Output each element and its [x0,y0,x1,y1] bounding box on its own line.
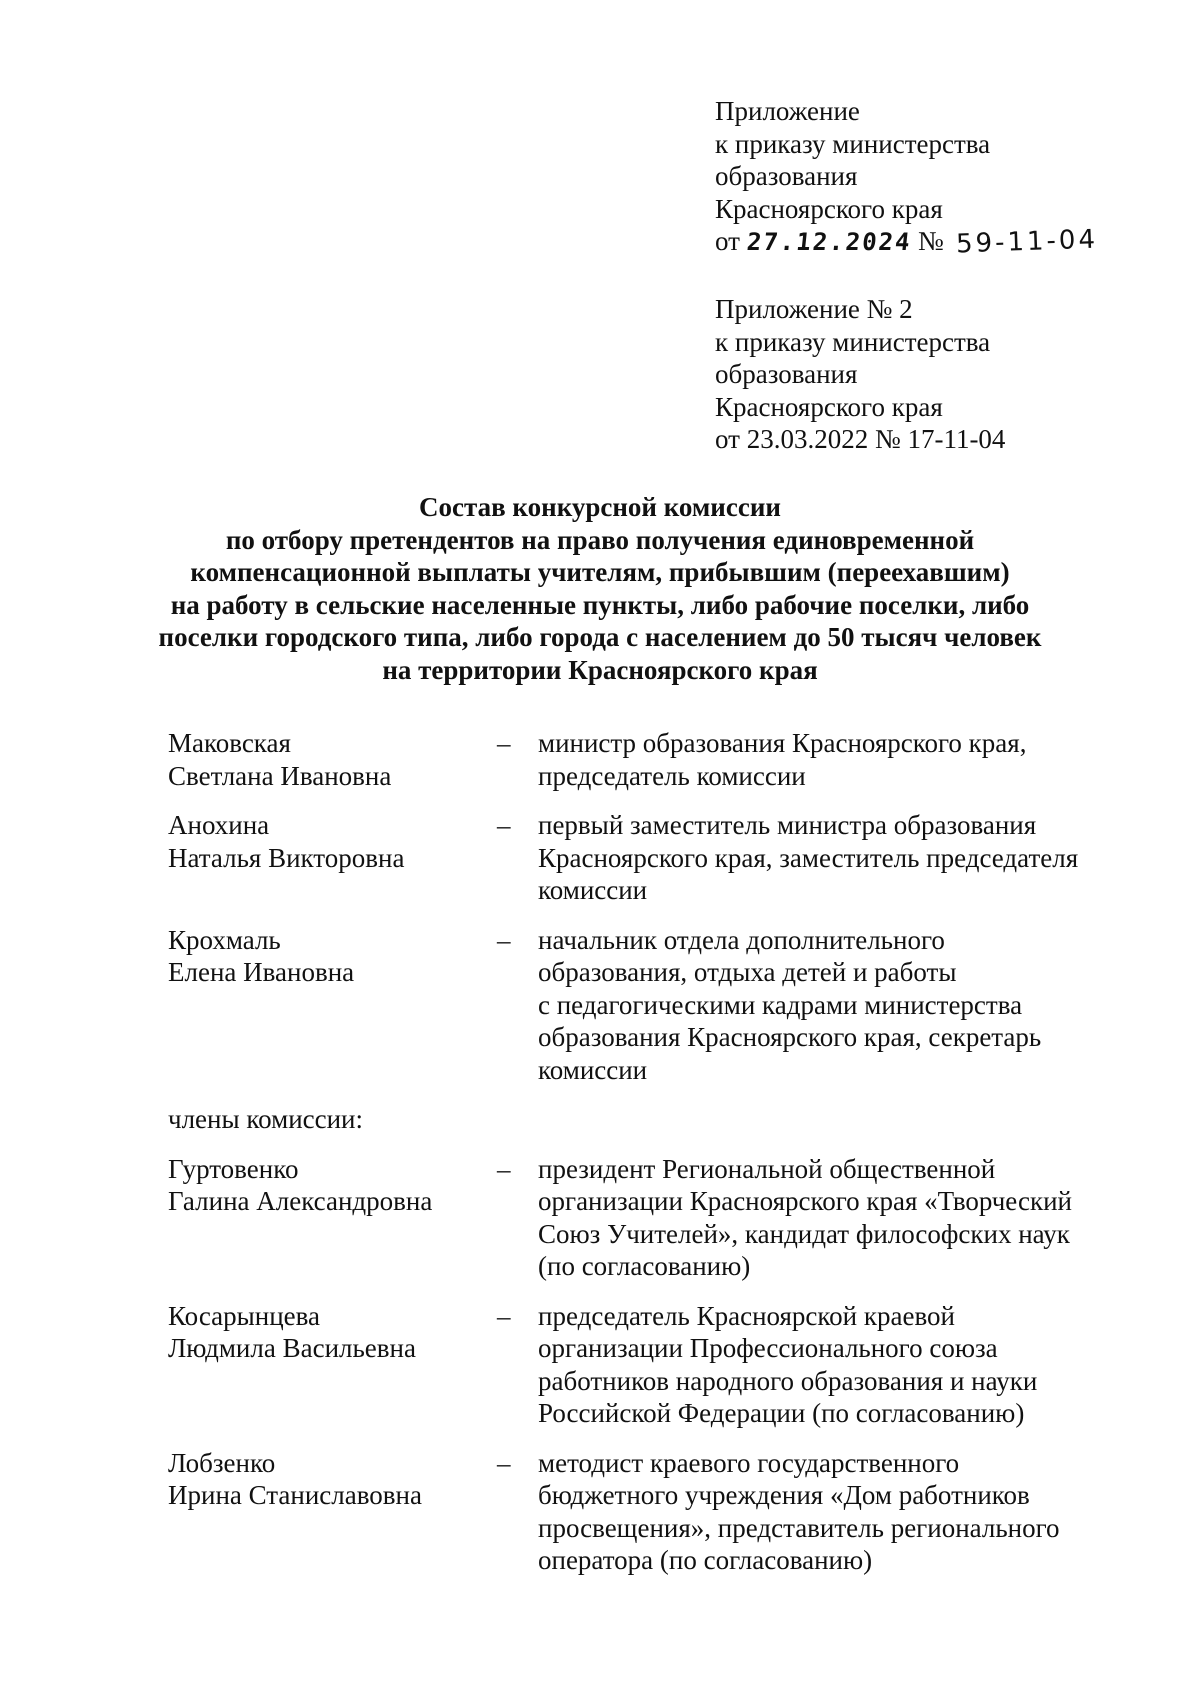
member-name [168,809,404,874]
role-line: (по согласованию) [538,1251,751,1281]
commission-member [0,1447,1200,1577]
appendix-line: Красноярского края [715,193,943,224]
role-line: комиссии [538,1054,648,1085]
role-line: комиссии [538,875,648,905]
role-line: Российской Федерации (по согласованию) [538,1398,1025,1428]
role-line: образования, отдыха детей и работы [538,957,957,987]
member-surname: Гуртовенко [168,1153,299,1184]
role-line: Красноярского края, заместитель председателя [538,842,1079,873]
appendix-block-previous [715,293,1005,456]
title-line: Состав конкурсной комиссии [419,492,781,522]
appendix-line: к приказу министерства [715,128,991,159]
role-line: председатель комиссии [538,760,806,791]
dash-separator: – [497,728,511,758]
title-line: на территории Красноярского края [382,654,818,685]
handwritten-date: 27.12.2024 [745,228,913,256]
members-label: члены комиссии: [168,1104,364,1134]
member-surname: Косарынцева [168,1300,321,1331]
member-role [538,1153,1138,1283]
member-role [538,1447,1138,1577]
document-title [80,491,1120,686]
member-given-names: Людмила Васильевна [168,1333,416,1363]
member-name [168,924,354,989]
role-line: работников народного образования и науки [538,1365,1038,1396]
member-given-names: Ирина Станиславовна [168,1480,422,1510]
member-role [538,1300,1138,1430]
dash-separator: – [497,1447,511,1478]
role-line: с педагогическими кадрами министерства [538,989,1023,1020]
spacer [0,792,1200,809]
commission-member [0,727,1200,792]
role-line: организации Профессионального союза [538,1333,998,1363]
spacer [0,1577,1200,1594]
member-name [168,1300,416,1365]
appendix-line: образования [715,359,858,389]
commission-member [0,924,1200,1087]
title-line: на работу в сельские населенные пункты, либо рабочие поселки, либо [170,589,1030,620]
dash-separator: – [497,1153,511,1184]
members-list [0,1153,1200,1594]
title-line: поселки городского типа, либо города с населением до 50 тысяч человек [158,622,1042,652]
spacer [0,1136,1200,1153]
member-given-names: Елена Ивановна [168,957,355,987]
member-given-names: Светлана Ивановна [168,760,392,791]
appendix-date-line [715,225,1098,259]
role-line: бюджетного учреждения «Дом работников [538,1480,1030,1510]
commission-member [0,809,1200,907]
dash-separator: – [497,924,511,955]
member-role [538,809,1138,907]
member-name [168,727,391,792]
member-name [168,1447,422,1512]
member-role [538,924,1138,1087]
appendix-block-current [715,95,1098,259]
role-line: оператора (по согласованию) [538,1545,873,1575]
spacer [0,1430,1200,1447]
role-line: просвещения», представитель регионального [538,1512,1060,1543]
appendix-line: от 23.03.2022 № 17-11-04 [715,424,1006,454]
dash-separator: – [497,1300,511,1331]
role-line: образования Красноярского края, секретарь [538,1022,1042,1052]
spacer [0,907,1200,924]
dash-separator: – [497,810,511,840]
member-given-names: Галина Александровна [168,1186,433,1216]
role-line: методист краевого государственного [538,1447,960,1478]
appendix-line: к приказу министерства [715,326,991,357]
member-surname: Лобзенко [168,1447,276,1478]
title-line: компенсационной выплаты учителям, прибывшим (переехавшим) [190,557,1010,587]
member-surname: Анохина [168,810,270,840]
member-surname: Крохмаль [168,924,281,955]
spacer [0,1283,1200,1300]
leadership-list [0,727,1200,1103]
role-line: первый заместитель министра образования [538,810,1037,840]
commission-member [0,1300,1200,1430]
appendix-line: Красноярского края [715,391,943,422]
number-prefix: № [917,226,944,256]
appendix-line: Приложение [715,96,860,126]
date-prefix: от [715,226,740,256]
spacer [0,1086,1200,1103]
commission-member [0,1153,1200,1283]
member-role [538,727,1138,792]
role-line: министр образования Красноярского края, [538,728,1027,758]
role-line: организации Красноярского края «Творческий [538,1186,1072,1216]
appendix-line: образования [715,161,858,191]
handwritten-number: 59-11-04 [955,224,1099,260]
role-line: президент Региональной общественной [538,1153,996,1184]
member-name [168,1153,432,1218]
role-line: Союз Учителей», кандидат философских наук [538,1218,1070,1249]
commission-list [0,727,1200,1594]
role-line: председатель Красноярской краевой [538,1300,955,1331]
appendix-line: Приложение № 2 [715,294,913,324]
title-line: по отбору претендентов на право получения единовременной [225,524,975,555]
member-surname: Маковская [168,728,291,758]
member-given-names: Наталья Викторовна [168,842,405,873]
role-line: начальник отдела дополнительного [538,924,945,955]
